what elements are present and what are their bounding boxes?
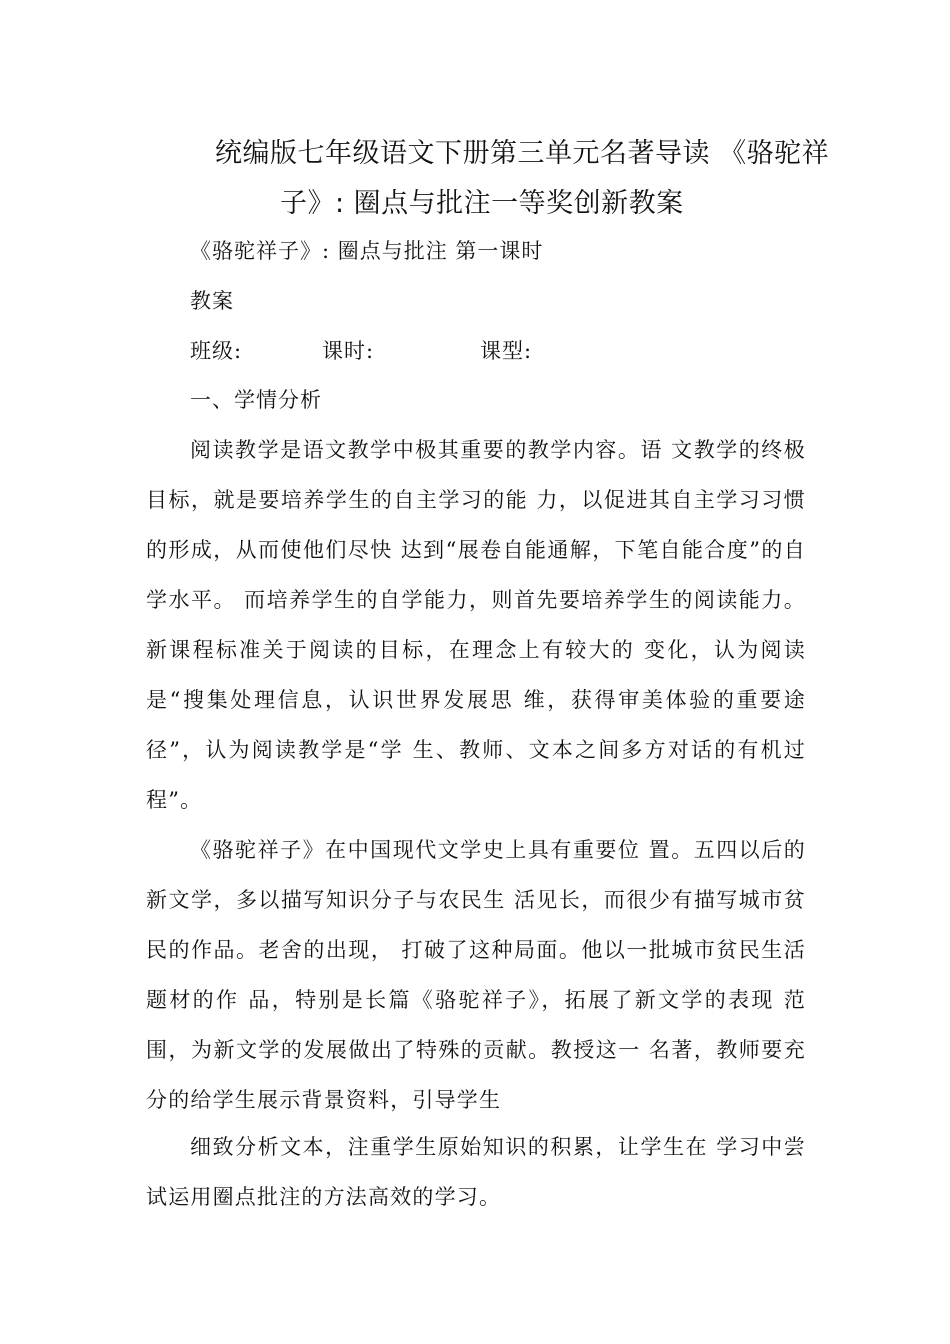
title-line-2: 子》: 圈点与批注一等奖创新教案 bbox=[280, 188, 684, 219]
paragraph-text-analysis: 细致分析文本，注重学生原始知识的积累，让学生在 学习中尝试运用圈点批注的方法高效的学习。 bbox=[146, 1135, 806, 1209]
jiaoan-label: 教案 bbox=[190, 289, 234, 313]
section-heading-student-analysis: 一、学情分析 bbox=[190, 388, 322, 412]
lesson-type-label: 课型: bbox=[480, 339, 533, 363]
paragraph-camel-xiangzi: 《骆驼祥子》在中国现代文学史上具有重要位 置。五四以后的新文学，多以描写知识分子与农民生 活见长，而很少有描写城市贫民的作品。老舍的出现， 打破了这种局面。他以一批城市贫民生活题材的作 品，特别是长篇《骆驼祥子》，拓展了新文学的表现 范围，为新文学的发展做出了特殊的贡献。教授这一 名著，教师要充分的给学生展示背景资料，引导学生 bbox=[146, 838, 806, 1112]
class-label: 班级: bbox=[190, 339, 243, 363]
period-label: 课时: bbox=[322, 339, 375, 363]
class-info-row bbox=[190, 336, 532, 366]
paragraph-reading-teaching: 阅读教学是语文教学中极其重要的教学内容。语 文教学的终极目标，就是要培养学生的自主学习的能 力，以促进其自主学习习惯的形成，从而使他们尽快 达到“展卷自能通解，下笔自能合度”的自学水平。 而培养学生的自学能力，则首先要培养学生的阅读能力。新课程标准关于阅读的目标，在理念上有较大的 变化，认为阅读是“搜集处理信息，认识世界发展思 维，获得审美体验的重要途径”，认为阅读教学是“学 生、教师、文本之间多方对话的有机过程”。 bbox=[146, 438, 806, 812]
title-line-1: 统编版七年级语文下册第三单元名著导读 《骆驼祥 bbox=[215, 138, 830, 169]
lesson-subtitle: 《骆驼祥子》: 圈点与批注 第一课时 bbox=[190, 239, 544, 263]
